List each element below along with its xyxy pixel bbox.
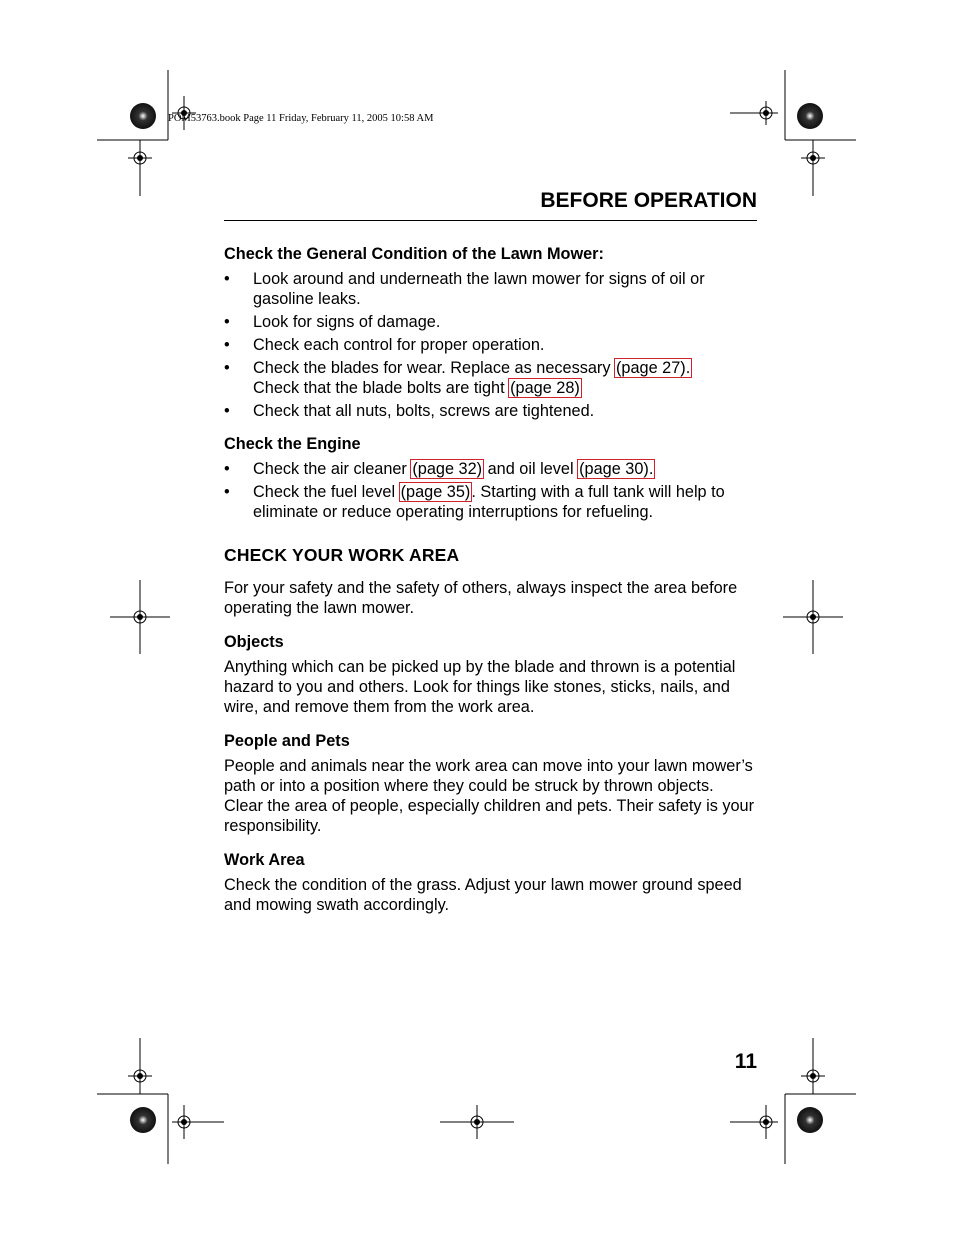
- section-title: BEFORE OPERATION: [540, 189, 757, 212]
- work-area-section-heading: CHECK YOUR WORK AREA: [224, 545, 460, 565]
- page-content: [224, 244, 757, 915]
- objects-heading: Objects: [224, 633, 284, 651]
- people-pets-text: People and animals near the work area can move into your lawn mower’s path or into a position where they could be struck by thrown objects. Clear the area of people, especially children and pets. Their safety is your responsibility.: [224, 757, 755, 835]
- list-item: • Check the air cleaner (page 32) and oil level (page 30).: [224, 459, 757, 479]
- objects-text: Anything which can be picked up by the blade and thrown is a potential hazard to you and others. Look for things like stones, sticks, nails, and wire, and remove them from the work area.: [224, 658, 736, 716]
- engine-list: [224, 459, 757, 522]
- page-28-link[interactable]: (page 28): [510, 379, 580, 397]
- work-area-intro: For your safety and the safety of others, always inspect the area before operating the lawn mower.: [224, 579, 738, 617]
- title-rule: [224, 220, 757, 221]
- general-condition-heading: Check the General Condition of the Lawn Mower:: [224, 245, 604, 263]
- list-item: • Check the fuel level (page 35). Starting with a full tank will help to eliminate or reduce operating interruptions for refueling.: [224, 482, 757, 522]
- list-item: • Look for signs of damage.: [224, 312, 757, 332]
- list-item: • Check each control for proper operation.: [224, 335, 757, 355]
- page-number: 11: [734, 1050, 757, 1073]
- engine-heading: Check the Engine: [224, 435, 361, 453]
- list-item: • Check that all nuts, bolts, screws are tightened.: [224, 401, 757, 421]
- print-header: POM53763.book Page 11 Friday, February 11, 2005 10:58 AM: [168, 113, 434, 124]
- people-pets-heading: People and Pets: [224, 732, 350, 750]
- work-area-text: Check the condition of the grass. Adjust your lawn mower ground speed and mowing swath accordingly.: [224, 876, 742, 914]
- page-32-link[interactable]: (page 32): [412, 460, 483, 478]
- work-area-heading: Work Area: [224, 851, 305, 869]
- page-30-link[interactable]: (page 30).: [579, 460, 654, 478]
- general-condition-list: [224, 269, 757, 421]
- page-35-link[interactable]: (page 35): [400, 483, 471, 501]
- list-item: • Check the blades for wear. Replace as necessary (page 27). Check that the blade bolts are tight (page 28): [224, 358, 757, 398]
- page-27-link[interactable]: (page 27).: [616, 359, 691, 377]
- list-item: • Look around and underneath the lawn mower for signs of oil or gasoline leaks.: [224, 269, 757, 309]
